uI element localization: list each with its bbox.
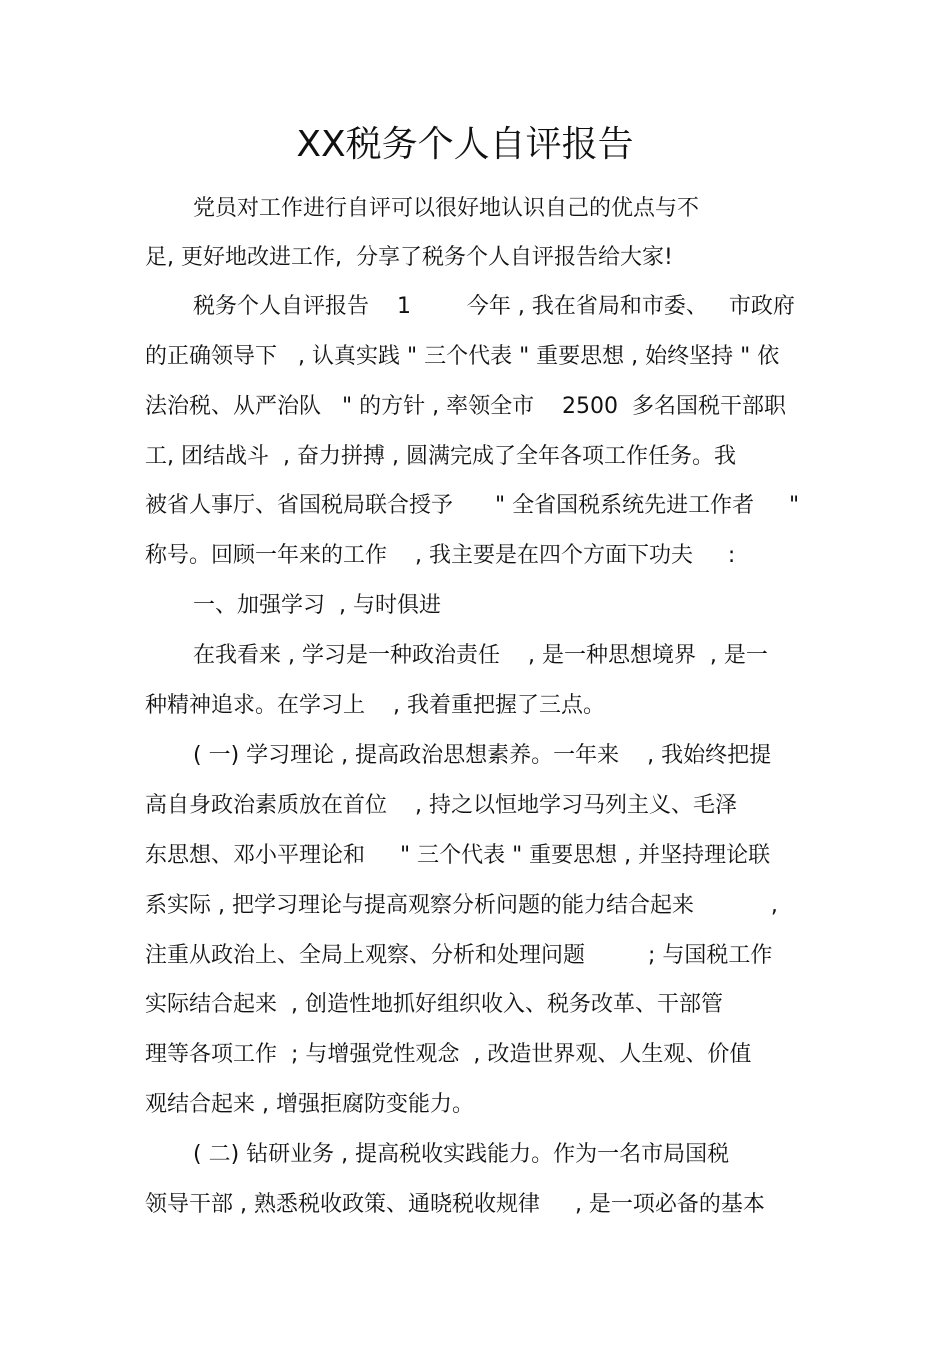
text-line: 的正确领导下 , 认真实践 " 三个代表 " 重要思想 , 始终坚持 " 依 [145,344,780,369]
text-line: 观结合起来 , 增强拒腐防变能力。 [145,1092,474,1117]
text-line: ( 一) 学习理论 , 提高政治思想素养。一年来 , 我始终把提 [193,743,772,768]
text-line: 理等各项工作 ; 与增强党性观念 , 改造世界观、人生观、价值 [145,1042,752,1067]
text-line: 种精神追求。在学习上 , 我着重把握了三点。 [145,693,605,718]
text-line: 工, 团结战斗 , 奋力拼搏 , 圆满完成了全年各项工作任务。我 [145,444,736,469]
text-line: 党员对工作进行自评可以很好地认识自己的优点与不 [193,196,700,221]
text-line: 领导干部 , 熟悉税收政策、通晓税收规律 , 是一项必备的基本 [145,1192,765,1217]
text-line: 足, 更好地改进工作, 分享了税务个人自评报告给大家! [145,245,673,270]
text-line: ( 二) 钻研业务 , 提高税收实践能力。作为一名市局国税 [193,1142,730,1167]
text-line: 实际结合起来 , 创造性地抓好组织收入、税务改革、干部管 [145,992,723,1017]
text-line: 在我看来 , 学习是一种政治责任 , 是一种思想境界 , 是一 [193,643,768,668]
text-line: 高自身政治素质放在首位 , 持之以恒地学习马列主义、毛泽 [145,793,737,818]
text-line: 称号。回顾一年来的工作 , 我主要是在四个方面下功夫 : [145,543,736,568]
text-line: 被省人事厅、省国税局联合授予 " 全省国税系统先进工作者 " [145,493,800,518]
text-line: 系实际 , 把学习理论与提高观察分析问题的能力结合起来 , [145,893,778,918]
text-line: 法治税、从严治队 " 的方针 , 率领全市 2500 多名国税干部职 [145,394,787,419]
text-line: 税务个人自评报告 1 今年 , 我在省局和市委、 市政府 [193,294,795,319]
text-line: 东思想、邓小平理论和 " 三个代表 " 重要思想 , 并坚持理论联 [145,843,771,868]
text-line: 注重从政治上、全局上观察、分析和处理问题 ; 与国税工作 [145,943,773,968]
section-heading: 一、加强学习 , 与时俱进 [193,593,441,618]
document-title: XX税务个人自评报告 [296,124,634,165]
